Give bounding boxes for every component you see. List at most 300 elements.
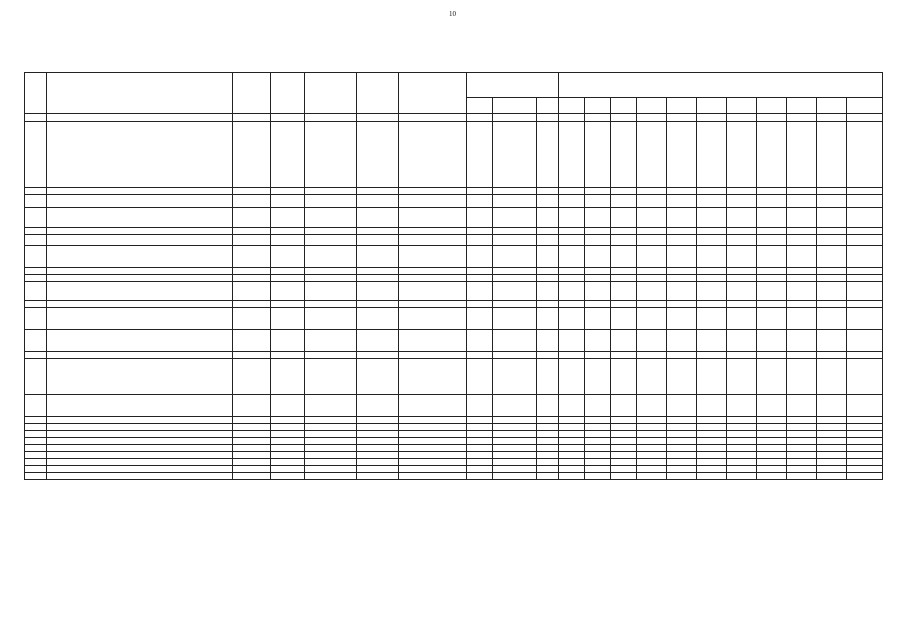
table-cell [667,466,697,473]
table-cell [585,424,611,431]
table-cell [787,459,817,466]
header-cell [467,98,493,114]
table-cell [817,424,847,431]
table-cell [305,282,357,301]
table-cell [727,235,757,246]
table-cell [757,438,787,445]
header-cell [25,114,47,122]
table-cell [847,395,883,417]
table-cell [697,459,727,466]
table-cell [559,246,585,268]
table-cell [817,473,847,480]
header-cell [233,73,271,114]
table-cell [787,268,817,275]
table-cell [757,445,787,452]
table-cell [727,268,757,275]
table-cell [271,431,305,438]
table-cell [233,308,271,330]
table-cell [611,417,637,424]
table-cell [847,424,883,431]
table-cell [559,473,585,480]
table-cell [357,195,399,208]
table-cell [787,208,817,228]
table-cell [233,282,271,301]
table-cell [727,417,757,424]
table-cell [233,424,271,431]
table-cell [637,417,667,424]
table-cell [611,275,637,282]
table-cell [667,359,697,395]
header-cell [399,73,467,114]
table-cell [537,282,559,301]
table-cell [25,208,47,228]
table-row [25,459,883,466]
table-cell [271,445,305,452]
table-cell [757,424,787,431]
header-cell [847,98,883,114]
table-cell [305,417,357,424]
table-cell [637,275,667,282]
table-cell [399,424,467,431]
table-cell [25,452,47,459]
table-cell [305,122,357,188]
table-cell [817,330,847,352]
table-cell [727,352,757,359]
table-cell [467,395,493,417]
table-cell [757,268,787,275]
table-cell [537,122,559,188]
table-cell [559,452,585,459]
table-cell [467,473,493,480]
table-cell [47,228,233,235]
table-cell [559,188,585,195]
table-row [25,431,883,438]
table-cell [697,431,727,438]
table-cell [493,301,537,308]
table-row [25,308,883,330]
table-cell [727,228,757,235]
table-cell [611,445,637,452]
table-cell [493,431,537,438]
table-cell [233,188,271,195]
table-cell [787,473,817,480]
table-cell [25,308,47,330]
table-cell [25,445,47,452]
table-cell [787,235,817,246]
table-cell [585,188,611,195]
table-cell [233,195,271,208]
table-cell [357,473,399,480]
table-row [25,235,883,246]
table-cell [559,195,585,208]
table-cell [727,438,757,445]
table-cell [271,268,305,275]
table-cell [559,359,585,395]
table-cell [305,308,357,330]
table-cell [399,352,467,359]
table-cell [667,308,697,330]
table-cell [357,438,399,445]
table-cell [667,452,697,459]
table-cell [467,188,493,195]
header-cell [357,114,399,122]
table-cell [559,275,585,282]
table-cell [559,268,585,275]
table-cell [399,417,467,424]
table-cell [537,246,559,268]
table-cell [667,473,697,480]
table-cell [233,246,271,268]
header-cell [537,98,559,114]
table-cell [559,395,585,417]
table-cell [25,466,47,473]
header-cell [47,114,233,122]
table-cell [305,459,357,466]
table-cell [399,208,467,228]
table-cell [493,417,537,424]
table-cell [271,208,305,228]
table-cell [559,282,585,301]
table-cell [305,246,357,268]
table-cell [757,308,787,330]
table-cell [637,268,667,275]
table-cell [727,282,757,301]
table-row [25,417,883,424]
table-cell [637,195,667,208]
header-cell [611,98,637,114]
table-cell [787,301,817,308]
table-cell [559,235,585,246]
table-cell [585,301,611,308]
table-row [25,452,883,459]
table-cell [47,235,233,246]
table-cell [667,395,697,417]
table-cell [467,330,493,352]
header-cell [537,114,559,122]
table-cell [667,330,697,352]
table-cell [467,246,493,268]
table-cell [757,301,787,308]
table-cell [559,208,585,228]
table-cell [537,431,559,438]
table-cell [467,424,493,431]
table-cell [233,452,271,459]
table-cell [727,301,757,308]
table-cell [537,228,559,235]
table-cell [467,208,493,228]
table-cell [271,452,305,459]
table-cell [817,246,847,268]
table-cell [305,228,357,235]
table-cell [817,395,847,417]
table-cell [697,395,727,417]
table-cell [727,246,757,268]
table-cell [271,359,305,395]
table-cell [787,359,817,395]
table-cell [537,459,559,466]
table-cell [399,452,467,459]
table-body [25,122,883,480]
table-cell [585,235,611,246]
table-row [25,438,883,445]
table-cell [637,246,667,268]
table-cell [697,452,727,459]
table-cell [847,473,883,480]
table-cell [611,282,637,301]
table-cell [47,352,233,359]
table-cell [585,268,611,275]
table-cell [47,330,233,352]
table-cell [667,188,697,195]
table-cell [271,466,305,473]
table-cell [559,431,585,438]
table-cell [787,445,817,452]
table-cell [357,301,399,308]
table-cell [637,122,667,188]
table-cell [233,122,271,188]
table-cell [817,359,847,395]
table-cell [357,246,399,268]
table-cell [585,352,611,359]
header-cell [817,98,847,114]
table-cell [537,275,559,282]
header-cell [467,114,493,122]
table-cell [271,330,305,352]
header-cell [47,73,233,114]
table-cell [271,246,305,268]
table-cell [47,188,233,195]
table-cell [399,308,467,330]
document-sheet [24,72,882,612]
table-cell [611,424,637,431]
table-cell [47,459,233,466]
table-cell [47,395,233,417]
table-cell [817,417,847,424]
header-cell [637,114,667,122]
table-cell [727,330,757,352]
table-cell [559,301,585,308]
table-cell [357,208,399,228]
table-cell [817,438,847,445]
table-cell [47,424,233,431]
table-cell [787,438,817,445]
table-cell [47,122,233,188]
table-cell [25,188,47,195]
table-cell [305,452,357,459]
table-cell [611,208,637,228]
table-cell [537,473,559,480]
table-cell [667,208,697,228]
table-cell [847,417,883,424]
table-cell [25,268,47,275]
table-row [25,473,883,480]
table-cell [493,359,537,395]
header-cell [667,114,697,122]
table-cell [667,431,697,438]
table-cell [847,466,883,473]
table-cell [697,330,727,352]
table-cell [697,282,727,301]
table-cell [357,268,399,275]
table-cell [611,459,637,466]
table-cell [357,424,399,431]
table-cell [493,352,537,359]
table-cell [47,275,233,282]
table-cell [357,359,399,395]
table-cell [817,452,847,459]
table-cell [271,235,305,246]
table-cell [537,452,559,459]
table-cell [233,268,271,275]
table-cell [611,431,637,438]
table-cell [25,122,47,188]
header-cell [757,98,787,114]
table-cell [537,308,559,330]
table-cell [399,459,467,466]
table-cell [25,473,47,480]
table-cell [697,473,727,480]
table-row [25,268,883,275]
table-cell [637,359,667,395]
header-cell [637,98,667,114]
table-cell [637,235,667,246]
table-cell [787,424,817,431]
table-cell [697,301,727,308]
table-cell [847,452,883,459]
table-cell [399,466,467,473]
table-cell [727,459,757,466]
table-cell [697,228,727,235]
table-cell [611,466,637,473]
header-cell [467,73,559,98]
table-cell [559,417,585,424]
table-cell [697,275,727,282]
table-cell [305,473,357,480]
table-cell [637,431,667,438]
table-cell [787,452,817,459]
header-cell [847,114,883,122]
table-cell [25,228,47,235]
table-cell [667,246,697,268]
table-cell [611,268,637,275]
table-cell [271,228,305,235]
table-cell [817,308,847,330]
table-cell [25,459,47,466]
table-cell [637,395,667,417]
table-cell [757,246,787,268]
table-cell [787,195,817,208]
table-row [25,359,883,395]
table-cell [537,208,559,228]
table-cell [757,282,787,301]
table-cell [559,438,585,445]
table-cell [233,445,271,452]
table-cell [559,445,585,452]
table-cell [847,235,883,246]
table-cell [399,188,467,195]
table-cell [357,466,399,473]
table-cell [233,395,271,417]
table-cell [611,228,637,235]
table-cell [787,352,817,359]
table-cell [25,438,47,445]
header-cell [757,114,787,122]
table-cell [467,359,493,395]
table-cell [697,308,727,330]
table-cell [757,208,787,228]
table-cell [467,452,493,459]
table-cell [697,208,727,228]
table-cell [467,268,493,275]
table-cell [847,359,883,395]
table-cell [585,208,611,228]
table-cell [357,445,399,452]
table-cell [697,445,727,452]
table-cell [787,275,817,282]
table-cell [847,431,883,438]
table-cell [787,188,817,195]
header-cell [817,114,847,122]
table-cell [493,445,537,452]
table-cell [667,195,697,208]
table-cell [847,308,883,330]
table-cell [271,275,305,282]
table-cell [47,438,233,445]
table-cell [47,208,233,228]
table-cell [559,122,585,188]
table-cell [399,195,467,208]
table-cell [585,417,611,424]
table-cell [847,122,883,188]
table-cell [667,301,697,308]
table-cell [637,228,667,235]
table-cell [357,431,399,438]
table-cell [637,188,667,195]
table-cell [847,330,883,352]
table-cell [305,352,357,359]
table-cell [493,424,537,431]
table-cell [25,431,47,438]
table-cell [467,275,493,282]
table-cell [697,438,727,445]
table-cell [233,228,271,235]
table-row [25,122,883,188]
table-cell [697,188,727,195]
table-cell [787,330,817,352]
program-table [24,72,883,480]
table-cell [817,431,847,438]
table-cell [727,359,757,395]
table-cell [233,330,271,352]
header-cell [305,114,357,122]
table-cell [637,282,667,301]
table-cell [305,359,357,395]
header-cell [271,73,305,114]
table-cell [493,282,537,301]
table-cell [727,424,757,431]
table-cell [271,308,305,330]
table-cell [757,466,787,473]
table-row [25,352,883,359]
table-row [25,466,883,473]
header-cell [585,114,611,122]
table-cell [537,268,559,275]
table-cell [399,445,467,452]
table-cell [817,122,847,188]
table-cell [787,282,817,301]
table-cell [585,122,611,188]
table-cell [47,359,233,395]
